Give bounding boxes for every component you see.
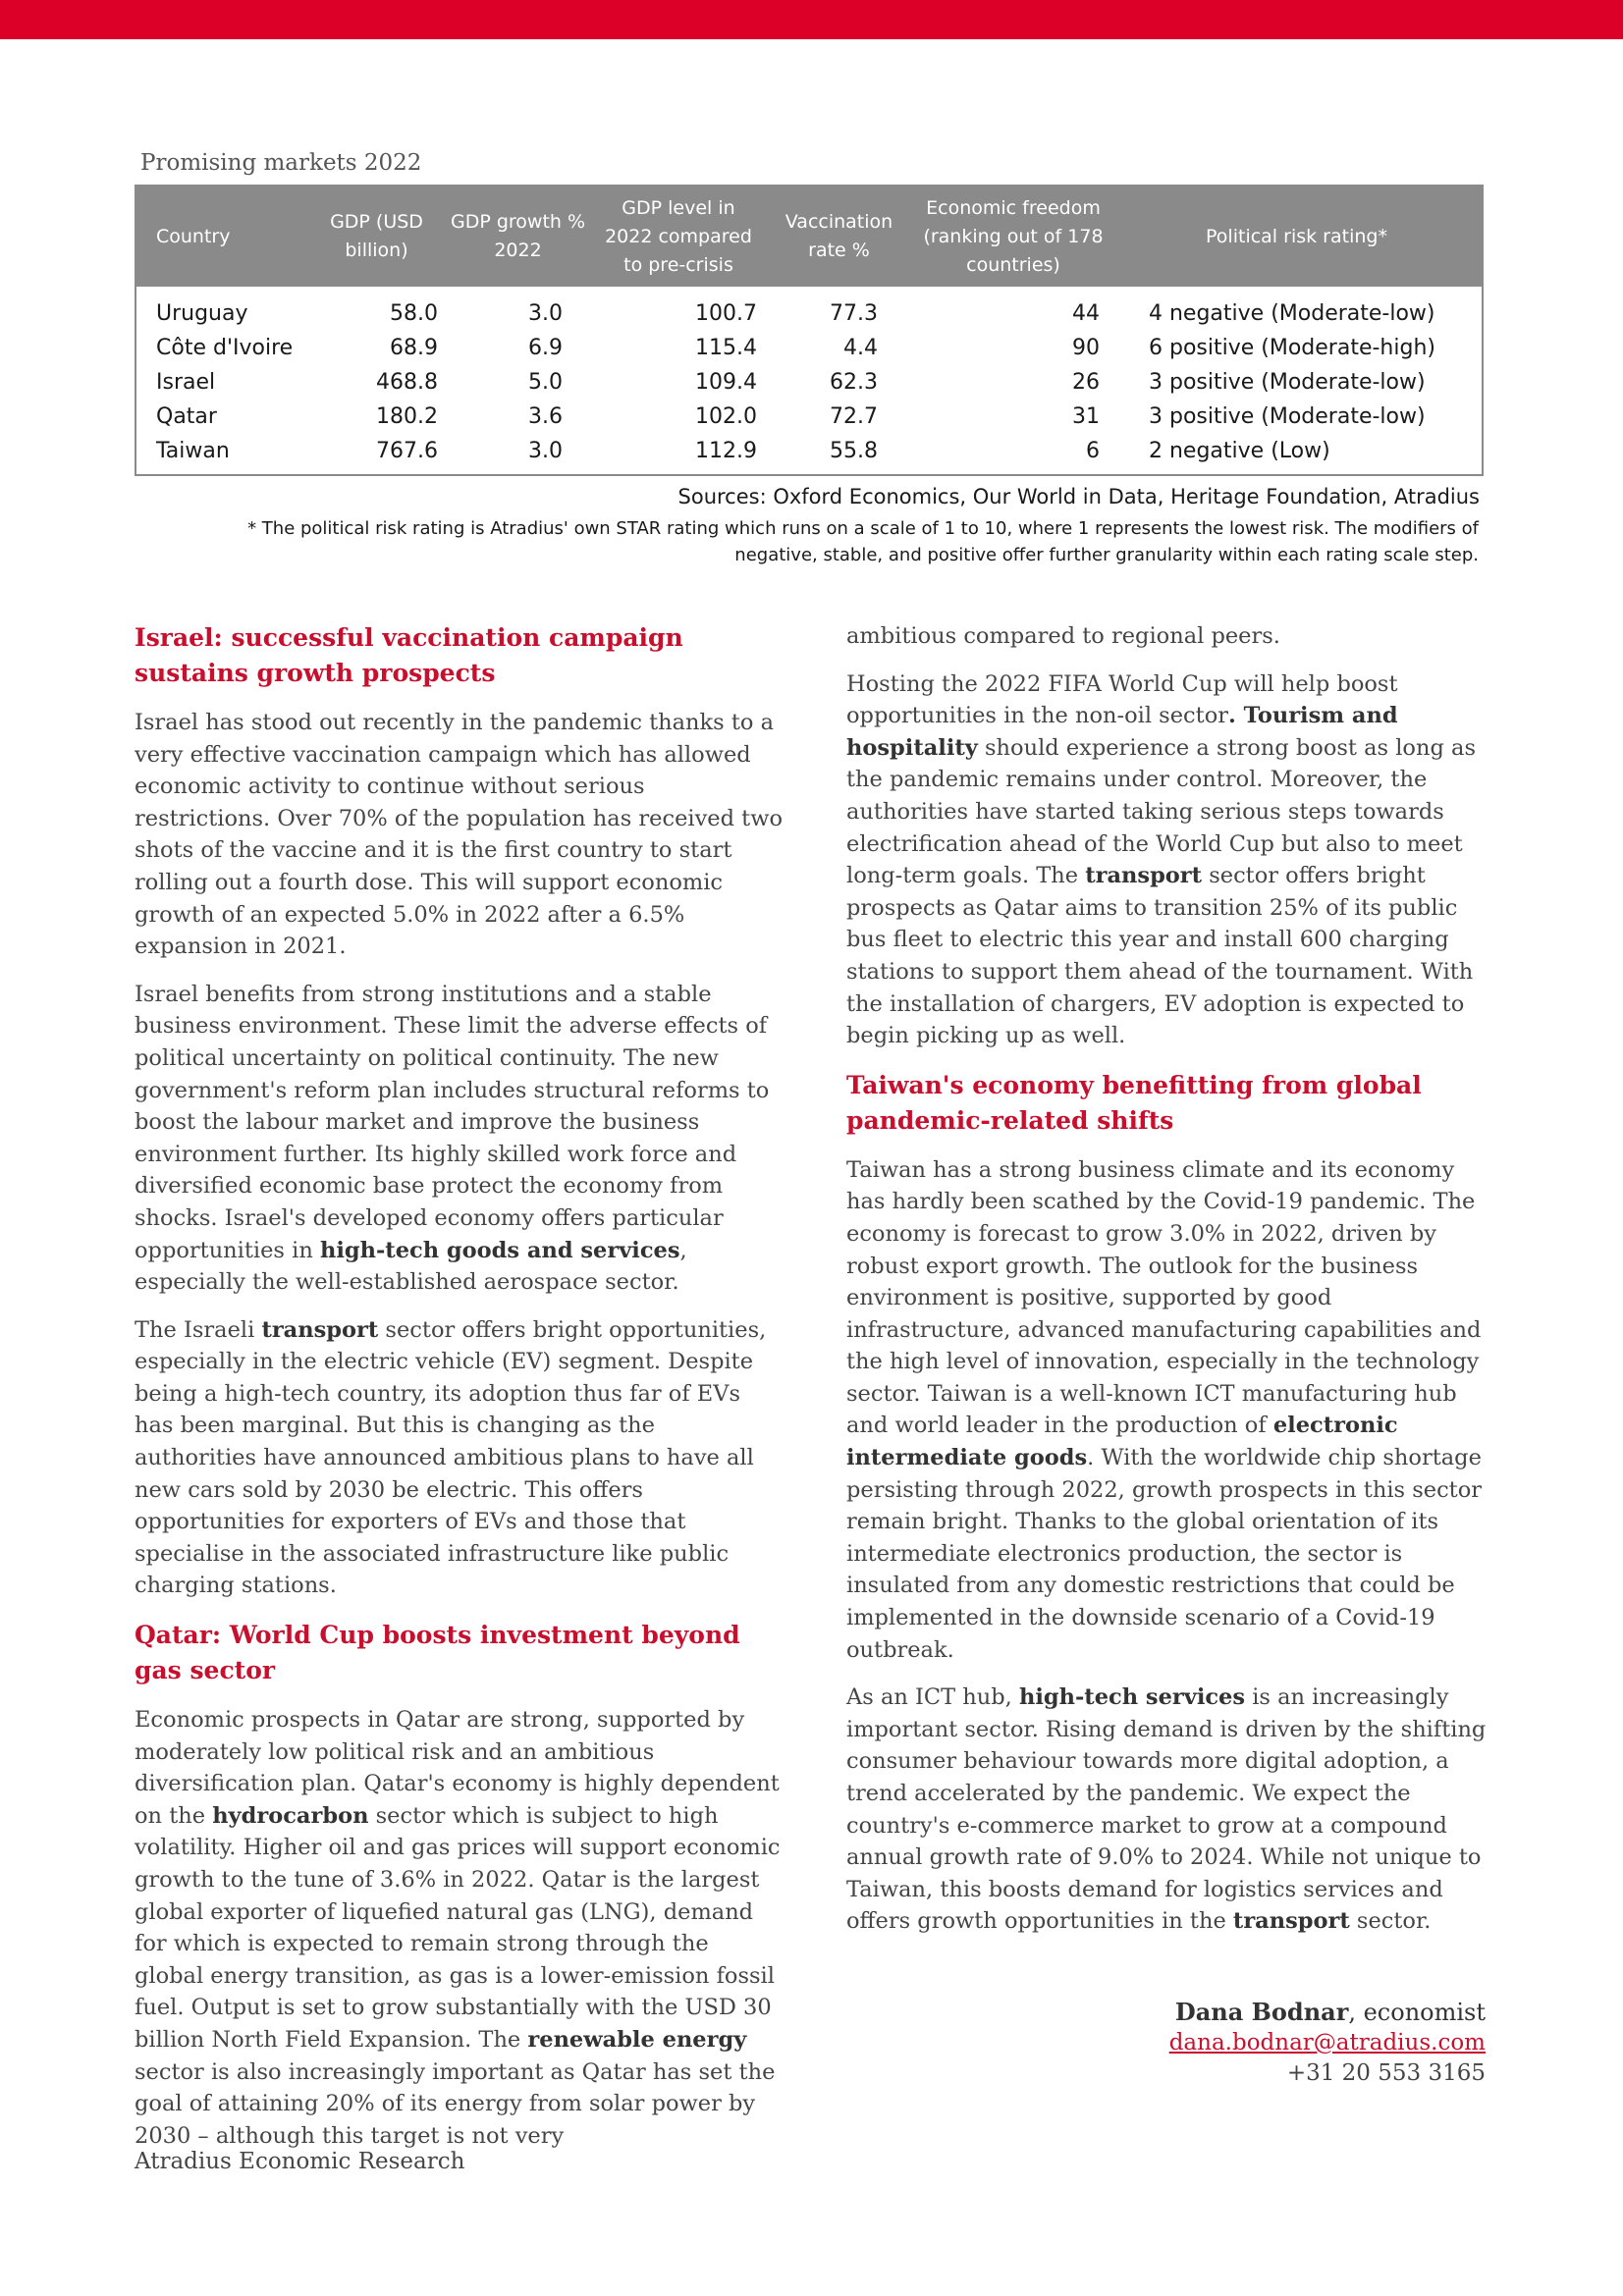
cell-country: Qatar [156,404,217,429]
table-title: Promising markets 2022 [140,150,422,176]
cell-vaccination: 4.4 [843,336,878,360]
cell-economic-freedom: 31 [1072,404,1100,429]
table-row [136,400,1482,434]
cell-vaccination: 77.3 [830,301,878,326]
cell-vaccination: 55.8 [830,439,878,463]
header-gdp-level: GDP level in 2022 compared to pre-crisis [605,196,752,276]
author-email-link[interactable]: dana.bodnar@atradius.com [1168,2030,1486,2056]
israel-paragraph-2: Israel benefits from strong institutions and a stable business environment. These limit the adverse effects of political uncertainty on political continuity. The new government's reform plan includes structural reforms to boost the labour market and improve the business environment further. Its highly skilled work force and diversified economic base protect the economy from shocks. Israel's developed economy offers particular opportunities in high-tech goods and services, especially the well-established aerospace sector. [135,981,770,1296]
cell-gdp-growth: 3.0 [528,301,563,326]
cell-vaccination: 72.7 [830,404,878,429]
cell-political-risk: 2 negative (Low) [1149,439,1330,463]
cell-gdp: 58.0 [390,301,438,326]
right-column [846,620,1494,1953]
cell-country: Israel [156,370,216,395]
header-vaccination: Vaccination rate % [784,211,893,261]
table-row [136,365,1482,400]
qatar-heading: Qatar: World Cup boosts investment beyond gas sector [135,1621,740,1685]
left-column [135,620,783,2167]
taiwan-paragraph-2: As an ICT hub, high-tech services is an increasingly important sector. Rising demand is driven by the shifting consumer behaviour towards more digital adoption, a trend accelerated by the pandemic. We expect the country's e-commerce market to grow at a compound annual growth rate of 9.0% to 2024. While not unique to Taiwan, this boosts demand for logistics services and offers growth opportunities in the transport sector. [846,1684,1487,1935]
cell-gdp-growth: 5.0 [528,370,563,395]
top-brand-bar [0,0,1623,39]
table-footnote: * The political risk rating is Atradius' own STAR rating which runs on a scale of 1 to 10, where 1 represents the lowest risk. The modifiers of negative, stable, and positive offer further granularity within each rating scale step. [247,518,1479,565]
header-country: Country [156,225,231,247]
header-political-risk: Political risk rating* [1206,225,1387,247]
israel-paragraph-3: The Israeli transport sector offers bright opportunities, especially in the electric vehicle (EV) segment. Despite being a high-tech country, its adoption thus far of EVs has been marginal. But this is changing as the authorities have announced ambitious plans to have all new cars sold by 2030 be electric. This offers opportunities for exporters of EVs and those that specialise in the associated infrastructure like public charging stations. [135,1316,767,1599]
table-body [136,287,1482,474]
promising-markets-table [135,185,1484,476]
cell-economic-freedom: 44 [1072,301,1100,326]
cell-economic-freedom: 90 [1072,336,1100,360]
taiwan-heading: Taiwan's economy benefitting from global pandemic-related shifts [846,1070,1422,1135]
cell-country: Côte d'Ivoire [156,336,294,360]
header-gdp-growth: GDP growth % 2022 [450,211,586,261]
author-name-line [1169,1997,1486,2028]
cell-gdp: 767.6 [376,439,438,463]
table-sources: Sources: Oxford Economics, Our World in Data, Heritage Foundation, Atradius [677,485,1480,508]
footer-text: Atradius Economic Research [135,2149,465,2174]
author-signature [1169,1997,1486,2089]
cell-gdp-level: 112.9 [695,439,757,463]
table-row [136,296,1482,331]
qatar-paragraph-2: Hosting the 2022 FIFA World Cup will help boost opportunities in the non-oil sector. Tourism and hospitality should experience a strong boost as long as the pandemic remains under control. Moreover, the authorities have started taking serious steps towards electrification ahead of the World Cup but also to meet long-term goals. The transport sector offers bright prospects as Qatar aims to transition 25% of its public bus fleet to electric this year and install 600 charging stations to support them ahead of the tournament. With the installation of chargers, EV adoption is expected to begin picking up as well. [846,670,1476,1049]
cell-gdp-level: 109.4 [695,370,757,395]
taiwan-paragraph-1: Taiwan has a strong business climate and its economy has hardly been scathed by the Covid-19 pandemic. The economy is forecast to grow 3.0% in 2022, driven by robust export growth. The outlook for the business environment is positive, supported by good infrastructure, advanced manufacturing capabilities and the high level of innovation, especially in the technology sector. Taiwan is a well-known ICT manufacturing hub and world leader in the production of electronic intermediate goods. With the worldwide chip shortage persisting through 2022, growth prospects in this sector remain bright. Thanks to the global orientation of its intermediate electronics production, the sector is insulated from any domestic restrictions that could be implemented in the downside scenario of a Covid-19 outbreak. [846,1156,1483,1663]
cell-country: Taiwan [156,439,230,463]
table-row [136,434,1482,468]
header-economic-freedom: Economic freedom (ranking out of 178 countries) [923,196,1104,276]
header-gdp: GDP (USD billion) [330,211,423,261]
qatar-paragraph-1: Economic prospects in Qatar are strong, supported by moderately low political risk and an ambitious diversification plan. Qatar's economy is highly dependent on the hydrocarbon sector which is subject to high volatility. Higher oil and gas prices will support economic growth to the tune of 3.6% in 2022. Qatar is the largest global exporter of liquefied natural gas (LNG), demand for which is expected to remain strong through the global energy transition, as gas is a lower-emission fossil fuel. Output is set to grow substantially with the USD 30 billion North Field Expansion. The renewable energy sector is also increasingly important as Qatar has set the goal of attaining 20% of its energy from solar power by 2030 – although this target is not very [135,1707,781,2149]
table-row [136,331,1482,365]
cell-political-risk: 4 negative (Moderate-low) [1149,301,1435,326]
qatar-paragraph-1-continued: ambitious compared to regional peers. [846,623,1280,649]
cell-political-risk: 3 positive (Moderate-low) [1149,370,1426,395]
cell-gdp-level: 115.4 [695,336,757,360]
cell-economic-freedom: 6 [1086,439,1100,463]
author-phone: +31 20 553 3165 [1286,2060,1486,2086]
cell-gdp-level: 100.7 [695,301,757,326]
cell-political-risk: 6 positive (Moderate-high) [1149,336,1435,360]
cell-country: Uruguay [156,301,248,326]
cell-vaccination: 62.3 [830,370,878,395]
cell-gdp: 468.8 [376,370,438,395]
author-role: , economist [1348,1999,1486,2026]
israel-paragraph-1: Israel has stood out recently in the pandemic thanks to a very effective vaccination campaign which has allowed economic activity to continue without serious restrictions. Over 70% of the population has received two shots of the vaccine and it is the first country to start rolling out a fourth dose. This will support economic growth of an expected 5.0% in 2022 after a 6.5% expansion in 2021. [135,710,784,960]
cell-gdp: 68.9 [390,336,438,360]
cell-gdp-growth: 3.6 [528,404,563,429]
israel-heading: Israel: successful vaccination campaign sustains growth prospects [135,623,683,687]
table-header-row [136,187,1482,287]
cell-gdp-growth: 3.0 [528,439,563,463]
author-name: Dana Bodnar [1174,1998,1349,2026]
cell-political-risk: 3 positive (Moderate-low) [1149,404,1426,429]
cell-gdp-level: 102.0 [695,404,757,429]
cell-gdp-growth: 6.9 [528,336,563,360]
cell-gdp: 180.2 [376,404,438,429]
cell-economic-freedom: 26 [1072,370,1100,395]
